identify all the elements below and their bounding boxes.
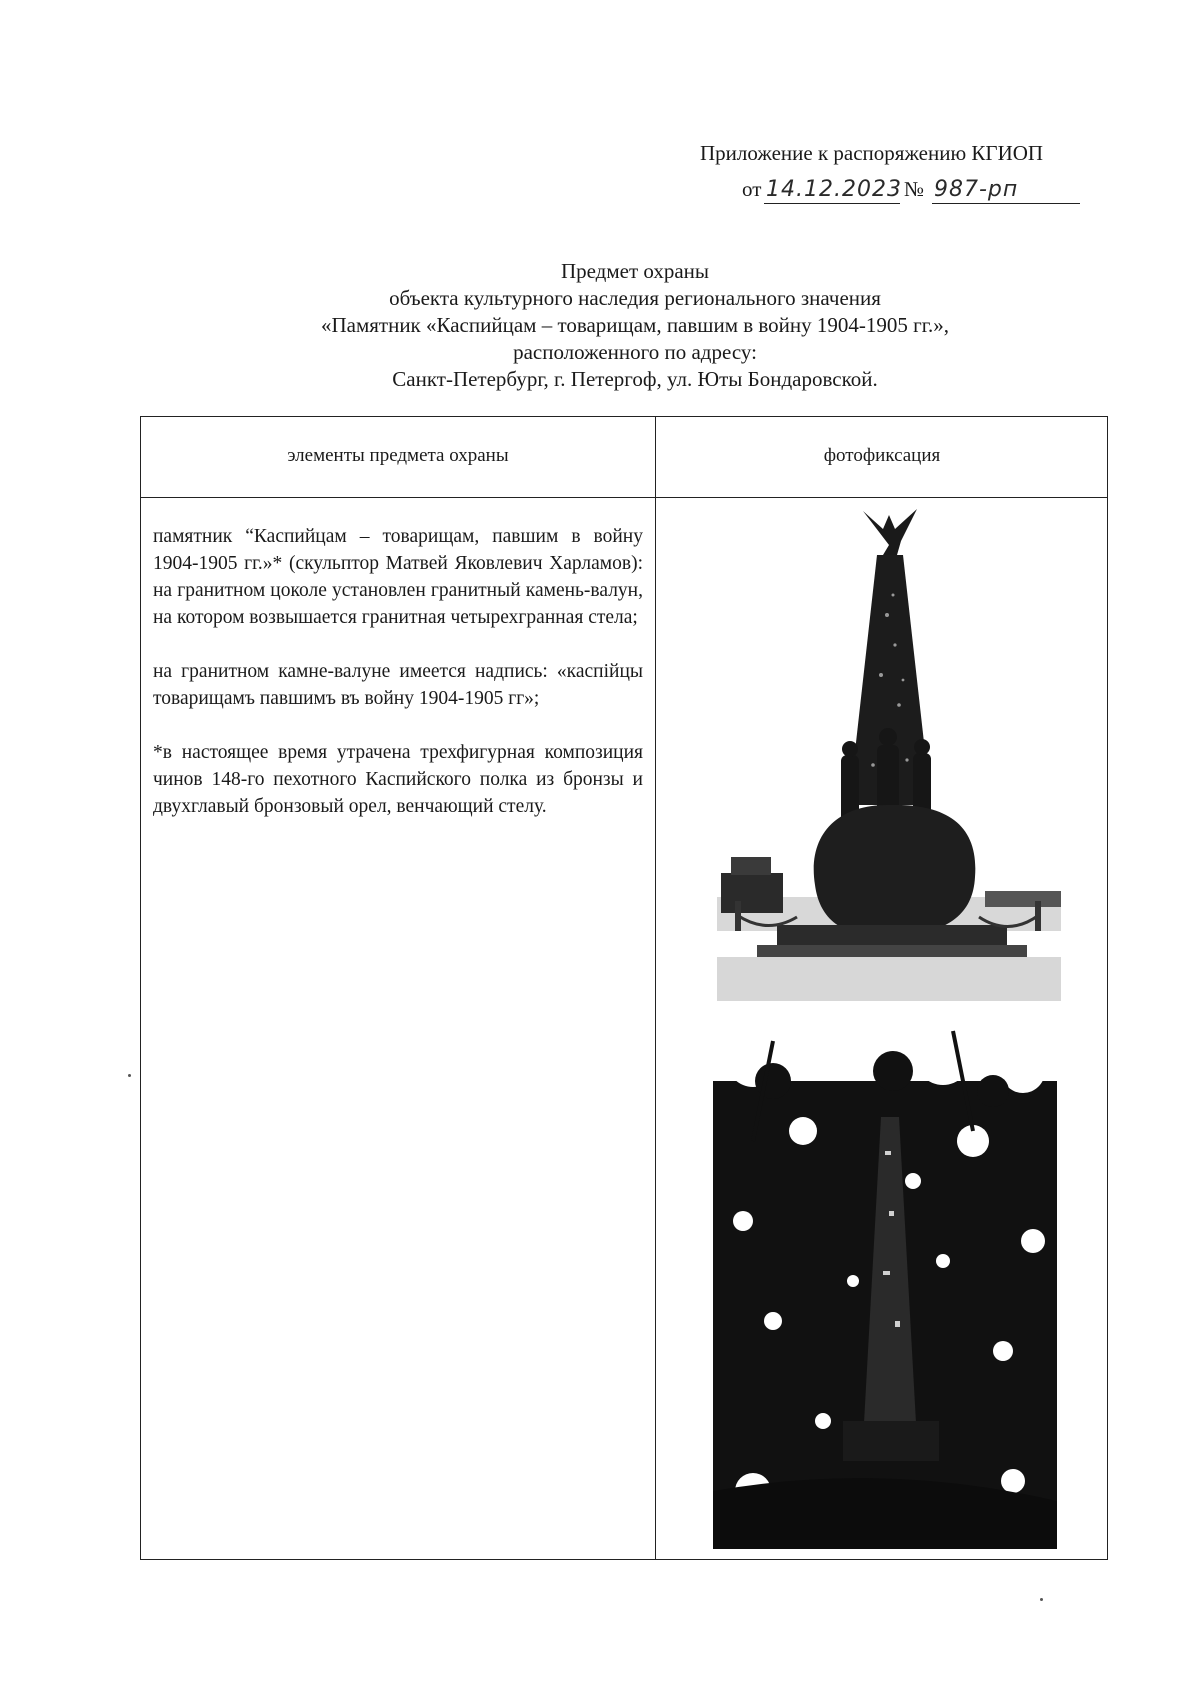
scan-speck xyxy=(128,1074,131,1077)
historical-monument-photo xyxy=(717,505,1061,1001)
order-number: 987-рп xyxy=(934,177,1019,202)
paragraph-inscription: на гранитном камне-валуне имеется надпись: «каспiйцы товарищамъ павшимъ въ войну 1904-1905 гг»; xyxy=(153,661,643,709)
order-date: 14.12.2023 xyxy=(766,177,902,202)
title-line: «Памятник «Каспийцам – товарищам, павшим в войну 1904-1905 гг.», xyxy=(320,313,950,337)
document-title xyxy=(250,258,1020,393)
paragraph-lost-elements: *в настоящее время утрачена трехфигурная композиция чинов 148-го пехотного Каспийского полка из бронзы и двухглавый бронзовый орел, венчающий стелу. xyxy=(153,742,643,817)
date-underline xyxy=(764,203,900,204)
column-header-elements: элементы предмета охраны xyxy=(287,445,509,466)
header-divider xyxy=(141,497,1107,498)
protection-table xyxy=(140,416,1108,1560)
number-sign: № xyxy=(904,177,925,201)
elements-cell xyxy=(153,523,643,847)
appendix-label: Приложение к распоряжению КГИОП xyxy=(700,141,1044,165)
column-header-photos: фотофиксация xyxy=(823,445,941,466)
present-monument-photo xyxy=(713,1021,1057,1549)
title-line: расположенного по адресу: xyxy=(513,340,757,364)
title-line: объекта культурного наследия регионального значения xyxy=(389,286,881,310)
column-divider xyxy=(655,417,656,1559)
order-line xyxy=(742,172,1080,206)
title-line: Санкт-Петербург, г. Петергоф, ул. Юты Бондаровской. xyxy=(392,367,878,391)
paragraph-monument: памятник “Каспийцам – товарищам, павшим в войну 1904-1905 гг.»* (скульптор Матвей Яковлевич Харламов): на гранитном цоколе установлен гранитный камень-валун, на котором возвышается гранитная четырехгранная стела; xyxy=(153,526,643,628)
title-line: Предмет охраны xyxy=(560,259,710,283)
order-prefix: от xyxy=(742,177,762,201)
number-underline xyxy=(932,203,1080,204)
scan-speck xyxy=(1040,1598,1043,1601)
